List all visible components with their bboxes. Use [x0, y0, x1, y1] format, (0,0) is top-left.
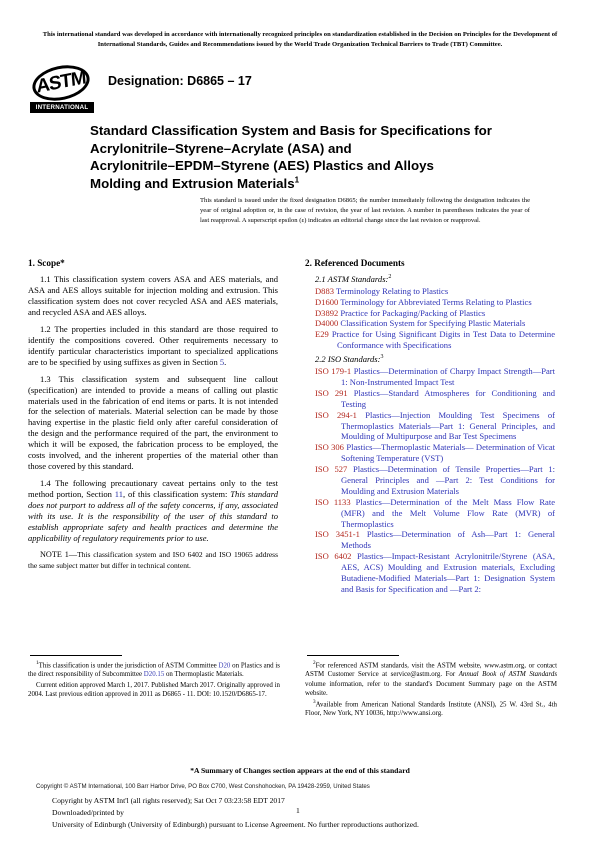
reference-title[interactable]: Terminology Relating to Plastics — [335, 285, 449, 296]
footnote-2-part-b: volume information, refer to the standard's Document Summary page on the ASTM website. — [305, 680, 557, 697]
footnote-marker: 2 — [313, 660, 316, 666]
astm-subhead-footnote: 2 — [388, 273, 392, 280]
iso-subhead-footnote: 3 — [380, 354, 384, 361]
reference-title: Plastics—Determination of Charpy Impact Strength—Part 1: Non-Instrumented Impact Test — [341, 366, 555, 387]
list-item[interactable] — [315, 551, 555, 595]
list-item[interactable] — [315, 464, 555, 497]
astm-standards-subheading — [315, 274, 555, 285]
reference-designation[interactable]: D883 — [315, 285, 334, 296]
reference-title: Plastics—Thermoplastic Materials— Determination of Vicat Softening Temperature (VST) — [341, 442, 555, 464]
iso-subhead-text: 2.2 ISO Standards: — [315, 354, 381, 365]
list-item[interactable] — [315, 286, 555, 297]
footnote-2 — [305, 660, 557, 698]
reference-title: Plastics—Determination of the Melt Mass Flow Rate (MFR) and the Melt Volume Flow Rate (MVR) of Thermoplastics — [341, 496, 556, 529]
reference-title: Plastics—Determination of Ash—Part 1: General Methods — [341, 529, 556, 551]
title-line-1: Standard Classification System and Basis for Specifications for — [90, 123, 492, 138]
paragraph-1-4 — [28, 478, 278, 544]
note-label: NOTE 1— — [40, 550, 78, 560]
license-block — [52, 795, 532, 830]
reference-title[interactable]: Terminology for Abbreviated Terms Relating to Plastics — [340, 296, 532, 307]
footnote-divider-right — [307, 655, 399, 656]
reference-title: Plastics—Injection Moulding Test Specimens of Thermoplastics Materials—Part 1: General Principles, and Moulding of Multipurpose and Bar Test Specimens — [341, 409, 555, 442]
left-column — [28, 258, 278, 575]
reference-designation[interactable]: D3892 — [315, 307, 339, 318]
committee-d20-link[interactable]: D20 — [218, 662, 231, 670]
list-item[interactable] — [315, 329, 555, 351]
footnote-2-part-a: For referenced ASTM standards, visit the ASTM website, www.astm.org, or contact ASTM Customer Service at service@astm.org. For — [305, 662, 557, 679]
reference-title: Plastics—Impact-Resistant Acrylonitrile/Styrene (ASA, AES, ACS) Moulding and Extrusion materials, Excluding Butadiene-Modified Materials—Part 1: Designation System and Basis for Specification and —Part 2: — [341, 551, 555, 594]
p1-2-text-a: 1.2 The properties included in this standard are those required to identify the compositions covered. Other requirements necessary to identify particular characteristics important to specialized applications are to be specified by using suffixes as given in Section — [28, 323, 278, 367]
section-11-link[interactable]: 11 — [114, 489, 124, 500]
list-item[interactable] — [315, 318, 555, 329]
reference-designation[interactable]: D1600 — [315, 296, 339, 307]
reference-designation: ISO 306 — [315, 442, 344, 453]
reference-designation[interactable]: D4000 — [315, 318, 339, 329]
footnote-text-b: on Plastics and is the direct responsibility of Subcommittee — [28, 662, 280, 679]
footnote-divider-left — [30, 655, 122, 656]
footnote-text-c: on Thermoplastic Materials. — [164, 671, 244, 679]
reference-title[interactable]: Practice for Using Significant Digits in Test Data to Determine Conformance with Specifications — [331, 329, 555, 351]
note-text: This classification system and ISO 6402 and ISO 19065 address the same subject matter but differ in technical content. — [28, 550, 279, 570]
reference-designation: ISO 1133 — [315, 496, 351, 507]
astm-logo-icon — [30, 64, 94, 116]
footnote-marker: 3 — [313, 698, 316, 705]
reference-designation: ISO 527 — [315, 464, 348, 475]
paragraph-1-1: 1.1 This classification system covers ASA and AES materials, and ASA and AES alloys suitable for injection molding and extrusion. This classification system does not cover recycled ASA and AES materials, and recycled ASA and AES alloys. — [28, 273, 278, 317]
paragraph-1-2 — [28, 324, 278, 368]
section-1-heading: 1. Scope* — [28, 258, 65, 268]
reference-designation: ISO 6402 — [315, 551, 352, 562]
footnote-3-text: Available from American National Standards Institute (ANSI), 25 W. 43rd St., 4th Floor, New York, NY 10036, http://www.ansi.org. — [305, 701, 557, 718]
title-line-2: Acrylonitrile–Styrene–Acrylate (ASA) and — [90, 140, 352, 156]
issue-note: This standard is issued under the fixed designation D6865; the number immediately following the designation indicates the year of original adoption or, in the case of revision, the year of last revision. A number in parentheses indicates the year of last reapproval. A superscript epsilon (ε) indicates an editorial change since the last revision or reapproval. — [200, 197, 530, 224]
license-line-3: University of Edinburgh (University of Edinburgh) pursuant to License Agreement. No further reproductions authorized. — [52, 819, 419, 829]
list-item[interactable] — [315, 297, 555, 308]
logo-international-bar: INTERNATIONAL — [30, 102, 94, 113]
list-item[interactable] — [315, 442, 555, 464]
summary-of-changes-note: *A Summary of Changes section appears at the end of this standard — [190, 766, 410, 775]
reference-title: Plastics—Standard Atmospheres for Conditioning and Testing — [341, 387, 556, 409]
list-item[interactable] — [315, 388, 555, 410]
section-2-heading: 2. Referenced Documents — [305, 258, 405, 268]
page-number: 1 — [296, 806, 300, 815]
list-item[interactable] — [315, 410, 555, 443]
reference-designation: ISO 294-1 — [315, 409, 357, 420]
designation-label: Designation: D6865 – 17 — [108, 74, 252, 88]
astm-subhead-text: 2.1 ASTM Standards: — [315, 273, 389, 284]
section-5-link[interactable]: 5 — [219, 356, 225, 367]
footnotes-right — [305, 660, 557, 719]
list-item[interactable] — [315, 308, 555, 319]
p1-2-text-b: . — [224, 356, 227, 367]
title-line-3: Acrylonitrile–EPDM–Styrene (AES) Plastics and Alloys — [90, 158, 434, 174]
iso-standards-subheading — [315, 354, 555, 365]
reference-designation[interactable]: E29 — [315, 329, 329, 340]
p1-4-text-a: 1.4 The following precautionary caveat pertains only to the test method portion, Section — [28, 478, 278, 500]
footnote-marker: 1 — [36, 660, 39, 666]
right-column — [305, 258, 555, 598]
footnote-edition-info: Current edition approved March 1, 2017. Published March 2017. Originally approved in 2004. Last previous edition approved in 2011 as D6865 - 11. DOI: 10.1520/D6865-17. — [28, 681, 280, 698]
astm-standards-list — [305, 286, 555, 351]
wto-banner: This international standard was developed in accordance with internationally recognized principles on standardization established in the Decision on Principles for the Development of International Standards, Guides and Recommendations issued by the World Trade Organization Technical Barriers to Trade (TBT) Committee. — [42, 31, 558, 48]
title-footnote-marker: 1 — [294, 175, 300, 185]
page-title — [90, 122, 530, 193]
note-1 — [28, 550, 278, 570]
license-line-2: Downloaded/printed by — [52, 807, 124, 817]
p1-4-italic-caveat: This standard does not purport to address all of the safety concerns, if any, associated with its use. It is the responsibility of the user of this standard to establish appropriate safety and health practices and determine the applicability of regulatory requirements prior to use. — [28, 489, 278, 544]
subcommittee-d2015-link[interactable]: D20.15 — [143, 671, 165, 679]
footnote-text-a: This classification is under the jurisdiction of ASTM Committee — [38, 662, 219, 670]
footnote-3 — [305, 699, 557, 719]
reference-designation: ISO 291 — [315, 387, 348, 398]
reference-title: Plastics—Determination of Tensile Properties—Part 1: General Principles and —Part 2: Test Conditions for Moulding and Extrusion Materials — [341, 464, 556, 496]
list-item[interactable] — [315, 529, 555, 551]
logo-letters: ASTM — [35, 67, 87, 98]
footnotes-left — [28, 660, 280, 700]
iso-standards-list — [305, 366, 555, 595]
reference-title[interactable]: Classification System for Specifying Plastic Materials — [340, 318, 526, 329]
footnote-1 — [28, 660, 280, 680]
paragraph-1-3: 1.3 This classification system and subsequent line callout (specification) are intended to provide a means of calling out plastic materials used in the fabrication of end items or parts. It is not intended for the selection of materials. Material selection can be made by those having expertise in the plastic field only after careful consideration of the design and the performance required of the part, the environment to which it will be exposed, the fabrication process to be employed, the costs involved, and the inherent properties of the material other than those covered by this standard. — [28, 373, 278, 472]
footnote-2-italic: Annual Book of ASTM Standards — [458, 671, 558, 679]
reference-designation: ISO 3451-1 — [315, 529, 360, 540]
list-item[interactable] — [315, 366, 555, 388]
list-item[interactable] — [315, 497, 555, 530]
logo-designation-row — [30, 64, 570, 120]
copyright-line: Copyright © ASTM International, 100 Barr Harbor Drive, PO Box C700, West Conshohocken, PA 19428-2959, United States — [36, 783, 370, 790]
reference-title[interactable]: Practice for Packaging/Packing of Plastics — [340, 307, 486, 318]
p1-4-text-b: , of this classification system: — [123, 489, 231, 500]
license-line-1: Copyright by ASTM Int'l (all rights reserved); Sat Oct 7 03:23:58 EDT 2017 — [52, 796, 285, 805]
reference-designation: ISO 179-1 — [315, 366, 352, 377]
title-line-4: Molding and Extrusion Materials — [90, 176, 295, 192]
